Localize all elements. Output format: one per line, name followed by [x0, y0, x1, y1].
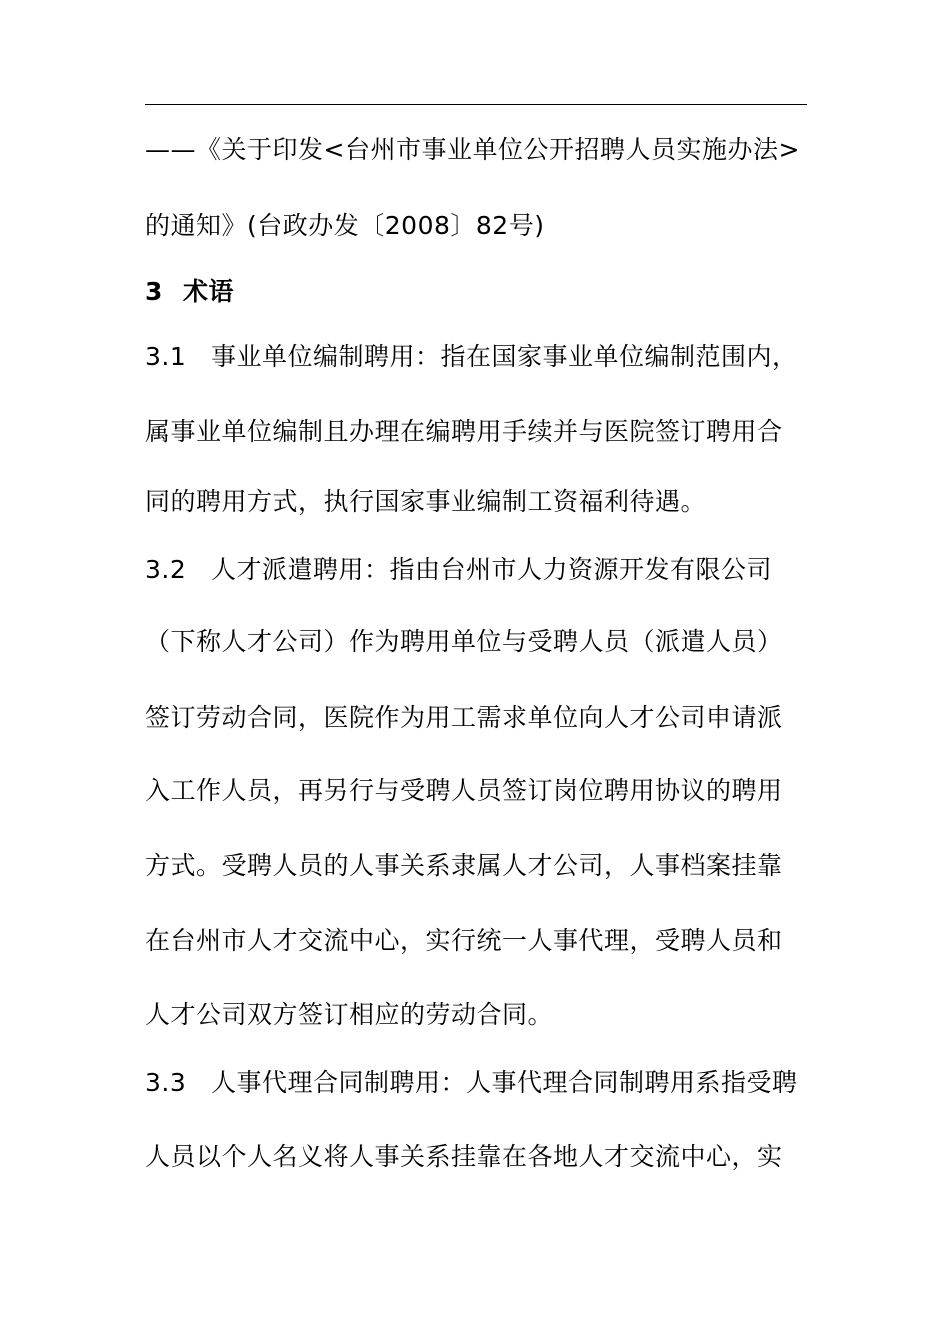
item-3-2-line-2: （下称人才公司）作为聘用单位与受聘人员（派遣人员）: [145, 627, 783, 656]
reference-line-1: ——《关于印发<台州市事业单位公开招聘人员实施办法>: [145, 135, 800, 164]
item-3-2-line-6: 在台州市人才交流中心，实行统一人事代理，受聘人员和: [145, 926, 783, 955]
item-number: 3.2: [145, 555, 187, 584]
item-3-2-line-7: 人才公司双方签订相应的劳动合同。: [145, 1000, 554, 1029]
item-3-2-line-5: 方式。受聘人员的人事关系隶属人才公司，人事档案挂靠: [145, 851, 783, 880]
item-number: 3.1: [145, 342, 187, 371]
item-3-1-line-1: 3.1 事业单位编制聘用：指在国家事业单位编制范围内，: [145, 340, 798, 374]
item-3-3-line-1: 3.3 人事代理合同制聘用：人事代理合同制聘用系指受聘: [145, 1066, 798, 1100]
section-heading: [145, 275, 234, 309]
item-3-2-line-1: 3.2 人才派遣聘用：指由台州市人力资源开发有限公司: [145, 553, 772, 587]
section-number: 3: [145, 277, 163, 306]
item-3-1-line-2: 属事业单位编制且办理在编聘用手续并与医院签订聘用合: [145, 417, 783, 446]
item-3-3-line-2: 人员以个人名义将人事关系挂靠在各地人才交流中心，实: [145, 1142, 783, 1171]
item-3-1-line-3: 同的聘用方式，执行国家事业编制工资福利待遇。: [145, 487, 707, 516]
item-3-2-line-3: 签订劳动合同，医院作为用工需求单位向人才公司申请派: [145, 703, 783, 732]
item-number: 3.3: [145, 1068, 187, 1097]
item-3-2-line-4: 入工作人员，再另行与受聘人员签订岗位聘用协议的聘用: [145, 776, 783, 805]
reference-line-2: 的通知》(台政办发〔2008〕82号): [145, 211, 545, 240]
section-title: 术语: [183, 277, 235, 306]
top-divider: [145, 104, 807, 105]
